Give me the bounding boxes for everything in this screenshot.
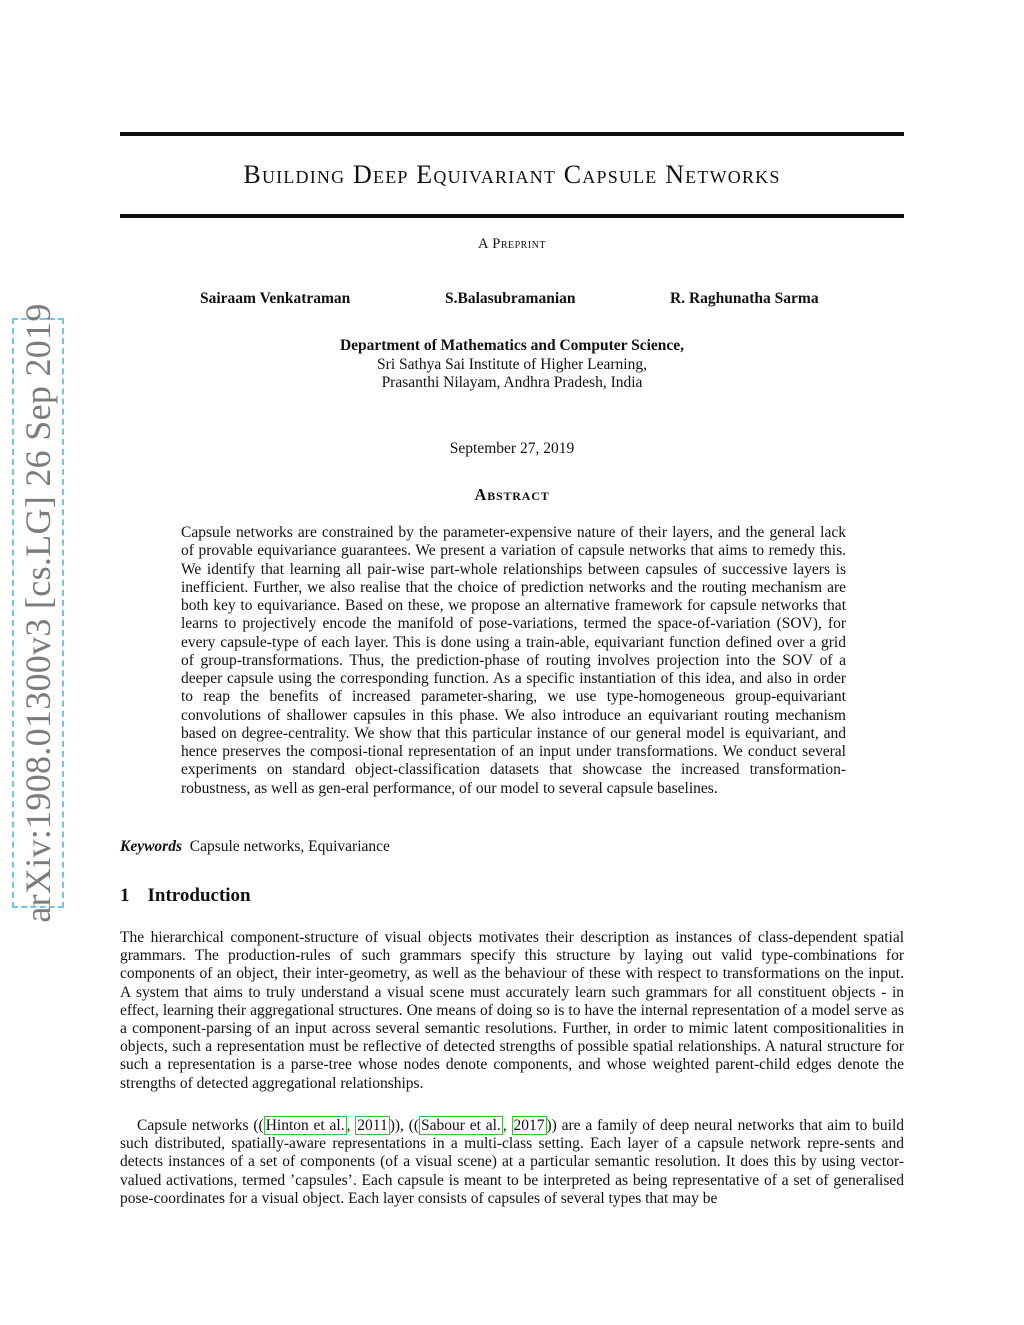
intro-p2-text: ,: [346, 1117, 356, 1134]
author-3: R. Raghunatha Sarma: [670, 290, 819, 307]
paper-date: September 27, 2019: [449, 440, 575, 457]
arxiv-identifier: arXiv:1908.01300v3 [cs.LG] 26 Sep 2019: [18, 303, 58, 923]
intro-p2-text: Capsule networks ((: [137, 1117, 264, 1134]
citation-link-hinton[interactable]: Hinton et al.: [265, 1117, 345, 1134]
affiliation: [120, 337, 904, 393]
title-rule-bottom: [120, 214, 904, 218]
intro-p2-text: ,: [502, 1117, 512, 1134]
affiliation-institute: Sri Sathya Sai Institute of Higher Learning,: [377, 355, 647, 373]
preprint-label: A Preprint: [477, 236, 547, 252]
keywords-line: [120, 838, 390, 856]
section-heading-introduction: [120, 885, 251, 907]
abstract-body: Capsule networks are constrained by the parameter-expensive nature of their layers, and the general lack of provable equivariance guarantees. We present a variation of capsule networks that aims to remedy this. We identify that learning all pair-wise part-whole relationships between capsules of successive layers is inefficient. Further, we also realise that the choice of prediction networks and the routing mechanism are both key to equivariance. Based on these, we propose an alternative framework for capsule networks that learns to projectively encode the manifold of pose-variations, termed the space-of-variation (SOV), for every capsule-type of each layer. This is done using a train-able, equivariant function defined over a grid of group-transformations. Thus, the prediction-phase of routing involves projection into the SOV of a deeper capsule using the corresponding function. As a specific instantiation of this idea, and also in order to reap the benefits of increased parameter-sharing, we use type-homogeneous group-equivariant convolutions of shallower capsules in this phase. We also introduce an equivariant routing mechanism based on degree-centrality. We show that this particular instance of our general model is equivariant, and hence preserves the composi-tional representation of an input under transformations. We conduct several experiments on standard object-classification datasets that showcase the increased transformation-robustness, as well as gen-eral performance, of our model to several capsule baselines.: [181, 524, 846, 797]
paper-title: Building Deep Equivariant Capsule Networks: [243, 160, 781, 189]
citation-link-hinton-year[interactable]: 2011: [357, 1117, 388, 1134]
citation-link-sabour[interactable]: Sabour et al.: [421, 1117, 501, 1134]
citation-link-sabour-year[interactable]: 2017: [513, 1117, 545, 1134]
abstract-heading: Abstract: [474, 485, 550, 504]
affiliation-department: Department of Mathematics and Computer Science,: [339, 337, 685, 354]
keywords-value: Capsule networks, Equivariance: [189, 838, 390, 855]
author-2: S.Balasubramanian: [445, 290, 576, 307]
intro-paragraph-2: [120, 1117, 904, 1208]
title-rule-top: [120, 132, 904, 136]
intro-paragraph-1: The hierarchical component-structure of visual objects motivates their description as instances of class-dependent spatial grammars. The production-rules of such grammars specify this structure by laying out valid type-combinations for components of an object, their inter-geometry, as well as the behaviour of these with respect to transformations on the input. A system that aims to truly understand a visual scene must accurately learn such grammars for all constituent objects - in effect, learning their aggregational structures. One means of doing so is to have the internal representation of a model serve as a component-parsing of an input across several semantic resolutions. Further, in order to mimic latent compositionalities in objects, such a representation must be reflective of detected strengths of possible spatial relationships. A natural structure for such a representation is a parse-tree whose nodes denote components, and whose weighted parent-child edges denote the strengths of detected aggregational relationships.: [120, 929, 904, 1092]
intro-p2-text: )) are a family of deep neural networks that aim to build such distributed, spatially-aware representations in a multi-class setting. Each layer of a capsule network repre-sents and detects instances of a set of components (of a visual scene) at a particular semantic resolution. It does this by using vector-valued activations, termed ’capsules’. Each capsule is meant to be interpreted as being representative of a set of generalised pose-coordinates for a visual object. Each layer consists of capsules of several types that may be: [120, 1117, 905, 1207]
intro-p2-text: )), ((: [389, 1117, 420, 1134]
affiliation-location: Prasanthi Nilayam, Andhra Pradesh, India: [381, 374, 643, 391]
section-title: Introduction: [147, 885, 251, 906]
keywords-label: Keywords: [120, 838, 182, 855]
author-1: Sairaam Venkatraman: [200, 290, 351, 307]
section-number: 1: [120, 885, 130, 906]
